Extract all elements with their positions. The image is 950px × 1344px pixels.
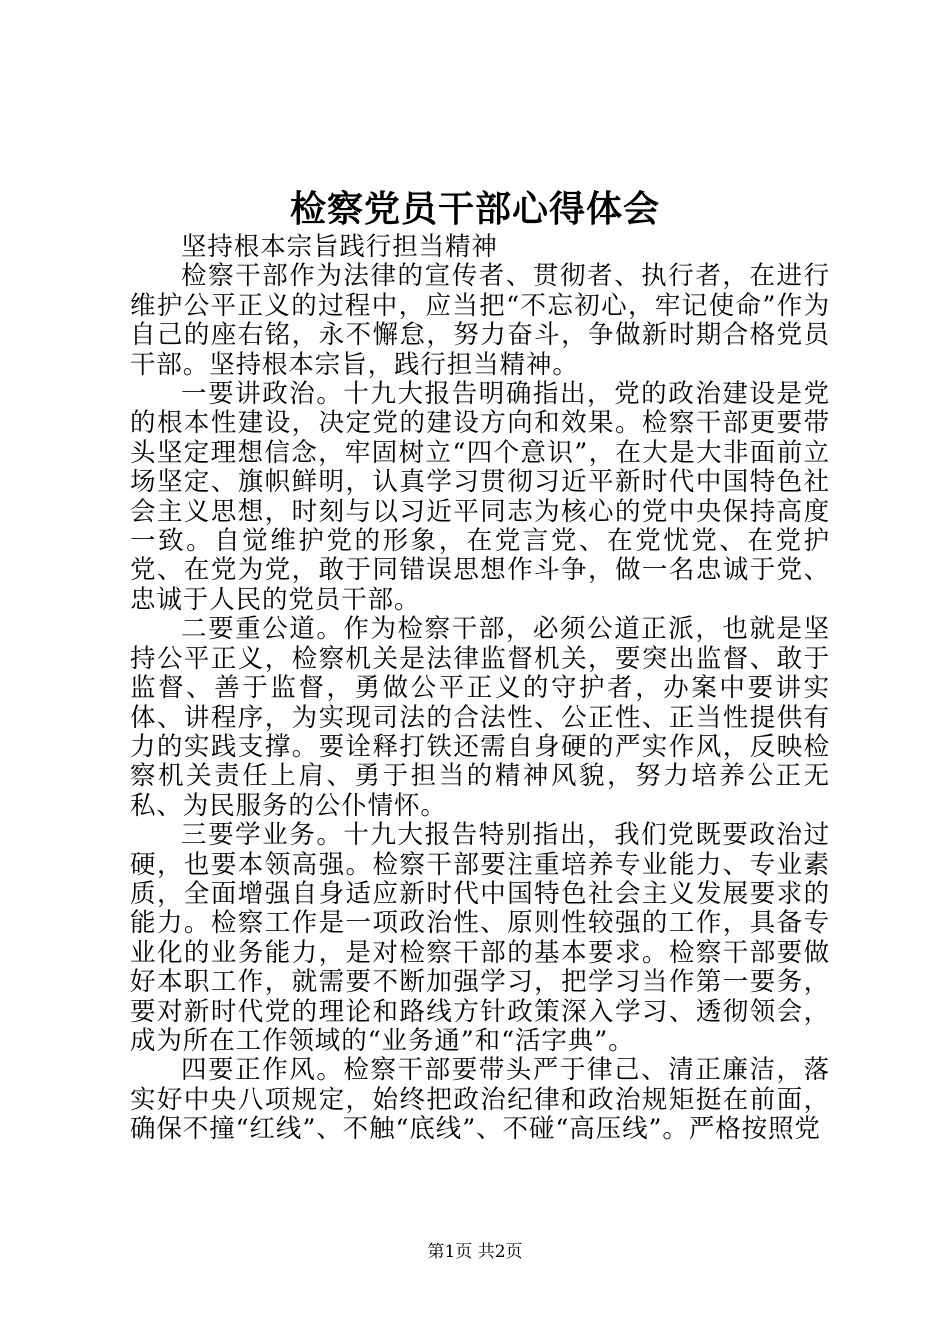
page-footer: 第1页 共2页 xyxy=(427,1242,523,1262)
paragraph-conduct: 四要正作风。检察干部要带头严于律己、清正廉洁，落实好中央八项规定，始终把政治纪律和政治规矩挺在前面，确保不撞“红线”、不触“底线”、不碰“高压线”。严格按照党 xyxy=(130,1055,830,1145)
paragraph-subtitle: 坚持根本宗旨践行担当精神 xyxy=(181,232,498,262)
paragraph-business: 三要学业务。十九大报告特别指出，我们党既要政治过硬，也要本领高强。检察干部要注重培养专业能力、专业素质，全面增强自身适应新时代中国特色社会主义发展要求的能力。检察工作是一项政治性、原则性较强的工作，具备专业化的业务能力，是对检察干部的基本要求。检察干部要做好本职工作，就需要不断加强学习，把学习当作第一要务，要对新时代党的理论和路线方针政策深入学习、透彻领会，成为所在工作领域的“业务通”和“活字典”。 xyxy=(130,820,830,1056)
document-title: 检察党员干部心得体会 xyxy=(289,188,660,230)
paragraph-fairness: 二要重公道。作为检察干部，必须公道正派，也就是坚持公平正义，检察机关是法律监督机关，要突出监督、敢于监督、善于监督，勇做公平正义的守护者，办案中要讲实体、讲程序，为实现司法的合法性、公正性、正当性提供有力的实践支撑。要诠释打铁还需自身硬的严实作风，反映检察机关责任上肩、勇于担当的精神风貌，努力培养公正无私、为民服务的公仆情怀。 xyxy=(130,614,830,821)
document-body xyxy=(130,233,830,1145)
paragraph-politics: 一要讲政治。十九大报告明确指出，党的政治建设是党的根本性建设，决定党的建设方向和效果。检察干部更要带头坚定理想信念，牢固树立“四个意识”，在大是大非面前立场坚定、旗帜鲜明，认真学习贯彻习近平新时代中国特色社会主义思想，时刻与以习近平同志为核心的党中央保持高度一致。自觉维护党的形象，在党言党、在党忧党、在党护党、在党为党，敢于同错误思想作斗争，做一名忠诚于党、忠诚于人民的党员干部。 xyxy=(130,379,830,615)
paragraph-intro: 检察干部作为法律的宣传者、贯彻者、执行者，在进行维护公平正义的过程中，应当把“不忘初心，牢记使命”作为自己的座右铭，永不懈怠，努力奋斗，争做新时期合格党员干部。坚持根本宗旨，践行担当精神。 xyxy=(130,261,830,380)
